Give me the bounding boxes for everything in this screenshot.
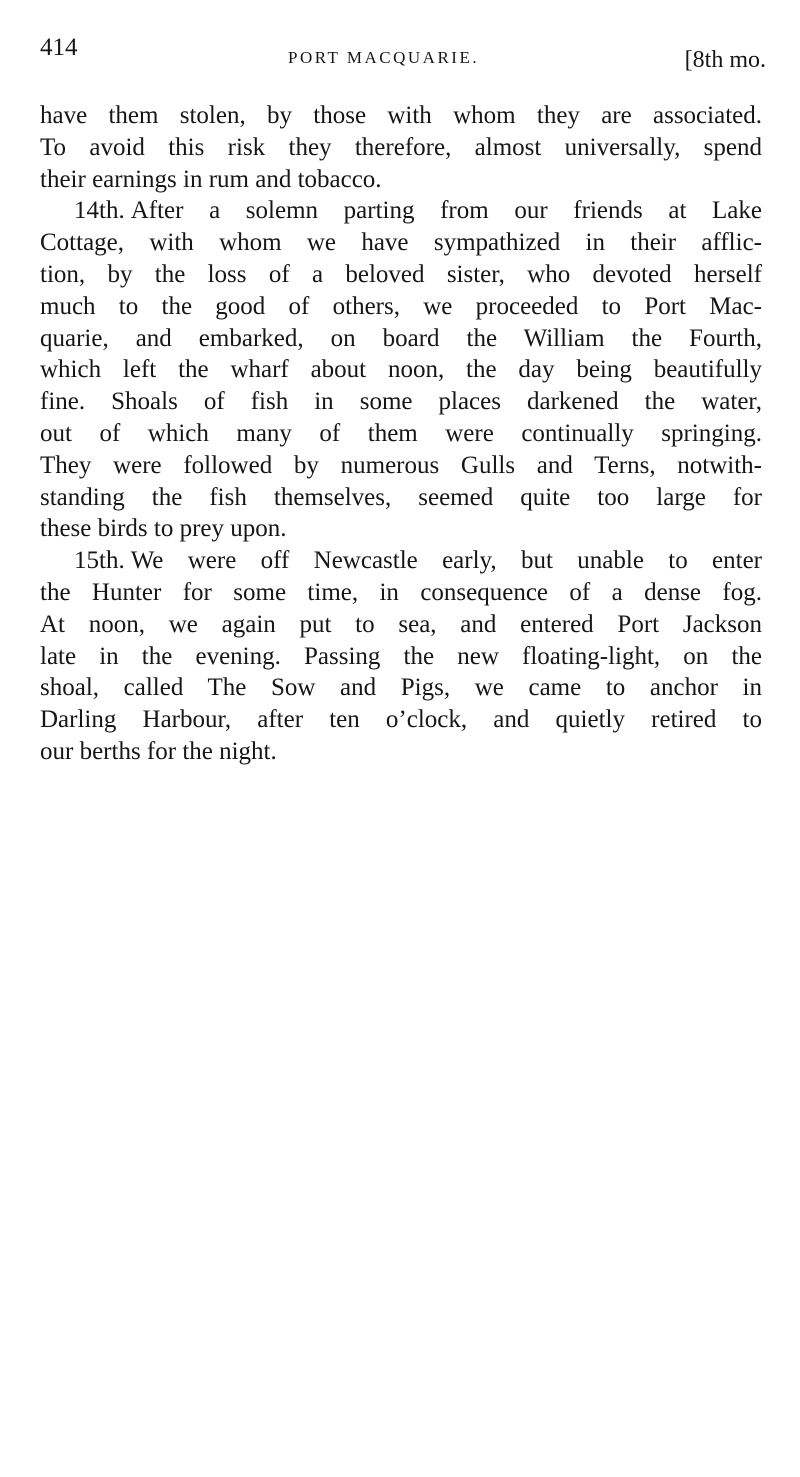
paragraph-15th	[40, 545, 762, 768]
text-line: Cottage, with whom we have sympathized in their afflic-	[40, 229, 762, 257]
text-line: tion, by the loss of a beloved sister, who devoted herself	[40, 260, 762, 288]
text-line: out of which many of them were continually springing.	[40, 419, 762, 447]
text-line: these birds to prey upon.	[40, 515, 287, 543]
text-line: shoal, called The Sow and Pigs, we came to anchor in	[40, 674, 762, 702]
text-line: Darling Harbour, after ten o’clock, and quietly retired to	[40, 706, 762, 734]
text-line: quarie, and embarked, on board the William the Fourth,	[40, 324, 762, 352]
text-line: have them stolen, by those with whom they are associated.	[40, 102, 762, 129]
text-line: the Hunter for some time, in consequence of a dense fog.	[40, 578, 762, 606]
book-page	[40, 34, 766, 768]
entry-date: 14th.	[74, 197, 125, 225]
paragraph-continuation	[40, 100, 762, 195]
text-line-content: We were off Newcastle early, but unable to enter	[130, 547, 762, 575]
text-line: To avoid this risk they therefore, almost universally, spend	[40, 133, 762, 161]
text-line: which left the wharf about noon, the day being beautifully	[40, 356, 762, 384]
paragraph-14th	[40, 195, 762, 545]
text-line: At noon, we again put to sea, and entered Port Jackson	[40, 610, 762, 638]
body-text	[40, 100, 762, 768]
page-number: 414	[40, 34, 78, 61]
text-line: standing the fish themselves, seemed quite too large for	[40, 483, 762, 511]
text-line: They were followed by numerous Gulls and Terns, notwith-	[40, 451, 762, 479]
text-line: late in the evening. Passing the new floating-light, on the	[40, 642, 762, 670]
running-head	[40, 34, 766, 74]
entry-date: 15th.	[74, 547, 125, 575]
text-line	[40, 545, 762, 577]
text-line: their earnings in rum and tobacco.	[40, 165, 382, 193]
text-line: our berths for the night.	[40, 737, 277, 765]
text-line: fine. Shoals of fish in some places darkened the water,	[40, 388, 762, 416]
text-line: much to the good of others, we proceeded to Port Mac-	[40, 292, 762, 320]
text-line	[40, 195, 762, 227]
running-title: PORT MACQUARIE.	[288, 48, 480, 67]
text-line-content: After a solemn parting from our friends at Lake	[130, 197, 762, 225]
date-marker: [8th mo.	[684, 47, 766, 73]
